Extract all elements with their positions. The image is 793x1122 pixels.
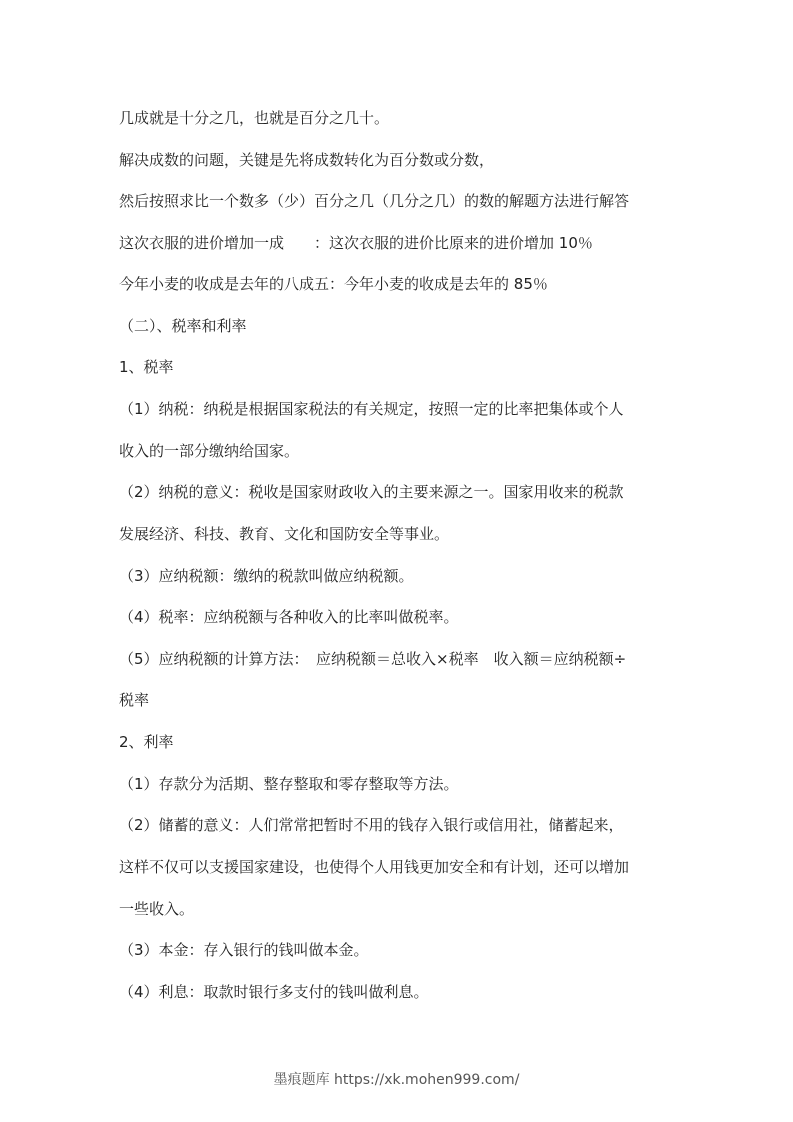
text-line: （2）储蓄的意义：人们常常把暂时不用的钱存入银行或信用社，储蓄起来， [119,816,624,834]
text-line: （3）应纳税额：缴纳的税款叫做应纳税额。 [119,567,414,585]
text-line: （1）存款分为活期、整存整取和零存整取等方法。 [119,775,459,793]
text-line: 几成就是十分之几，也就是百分之几十。 [119,109,390,127]
text-line: 发展经济、科技、教育、文化和国防安全等事业。 [119,525,450,543]
text-line: （4）利息：取款时银行多支付的钱叫做利息。 [119,983,429,1001]
subsection-heading: 2、利率 [119,733,174,751]
text-line: 这样不仅可以支援国家建设，也使得个人用钱更加安全和有计划，还可以增加 [119,858,630,876]
subsection-heading: 1、税率 [119,358,174,376]
text-line: 然后按照求比一个数多（少）百分之几（几分之几）的数的解题方法进行解答 [119,192,630,210]
text-line: 收入的一部分缴纳给国家。 [119,442,300,460]
text-line: 今年小麦的收成是去年的八成五：今年小麦的收成是去年的 85％ [119,275,548,293]
footer-watermark: 墨痕题库 https://xk.mohen999.com/ [273,1072,520,1088]
text-line: （3）本金：存入银行的钱叫做本金。 [119,941,369,959]
text-line: 这次衣服的进价增加一成 ：这次衣服的进价比原来的进价增加 10％ [119,234,593,252]
text-line: 税率 [119,691,150,709]
text-line: （4）税率：应纳税额与各种收入的比率叫做税率。 [119,608,459,626]
text-line: （1）纳税：纳税是根据国家税法的有关规定，按照一定的比率把集体或个人 [119,400,624,418]
text-line: 一些收入。 [119,900,195,918]
text-line: （2）纳税的意义：税收是国家财政收入的主要来源之一。国家用收来的税款 [119,483,624,501]
text-line: （5）应纳税额的计算方法： 应纳税额＝总收入×税率 收入额＝应纳税额÷ [119,650,627,668]
section-heading: （二）、税率和利率 [119,317,247,335]
text-line: 解决成数的问题，关键是先将成数转化为百分数或分数， [119,151,495,169]
